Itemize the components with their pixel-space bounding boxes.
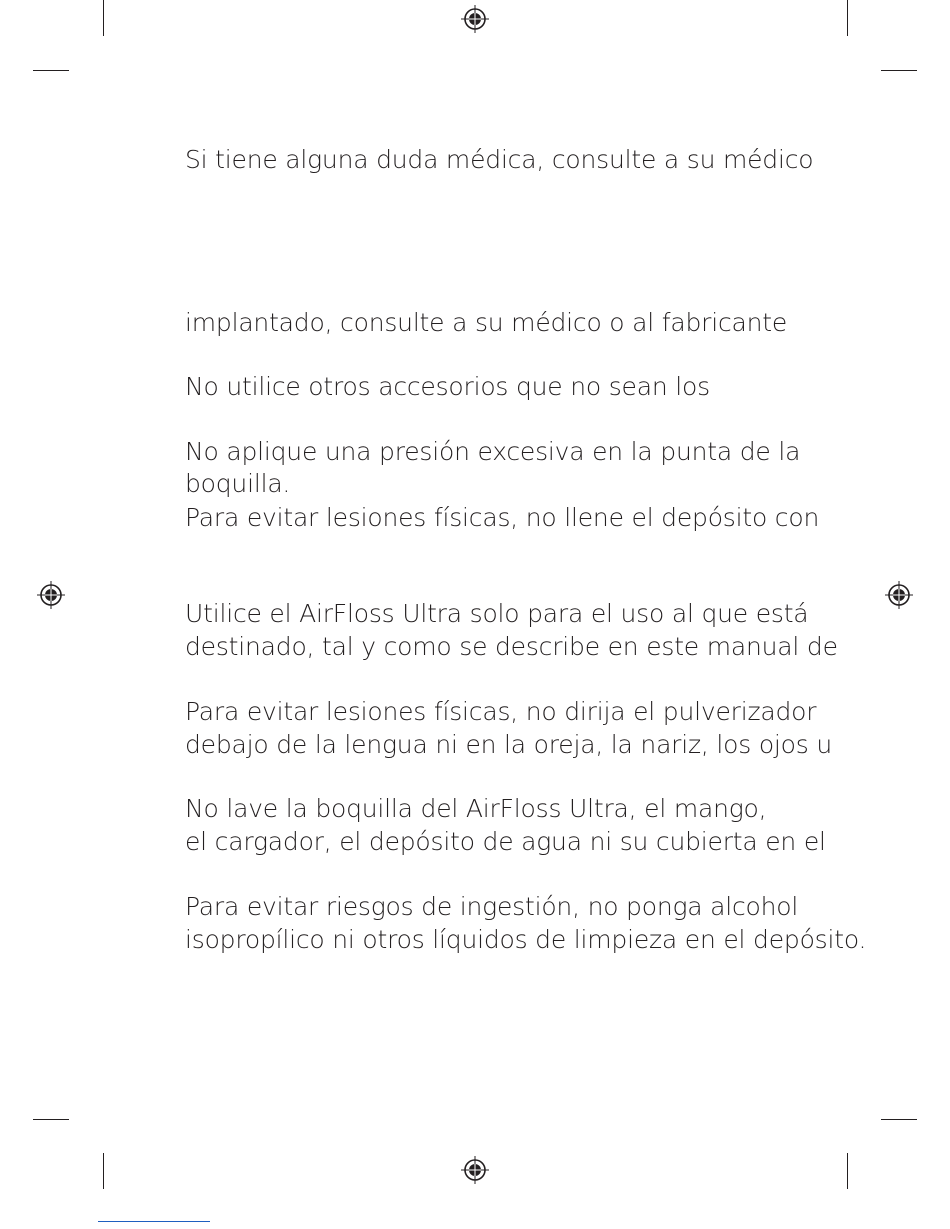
text-line: isopropílico ni otros líquidos de limpieza en el depósito. xyxy=(185,925,867,954)
crop-mark-bottom-left-horizontal xyxy=(33,1119,69,1120)
crop-mark-top-left-vertical xyxy=(103,0,104,36)
crop-mark-bottom-right-horizontal xyxy=(881,1119,917,1120)
text-line: Si tiene alguna duda médica, consulte a su médico xyxy=(185,145,814,174)
text-line: Utilice el AirFloss Ultra solo para el uso al que está xyxy=(185,599,809,628)
text-line: No aplique una presión excesiva en la punta de la xyxy=(185,437,801,466)
bottom-rule xyxy=(98,1221,210,1222)
crop-mark-top-left-horizontal xyxy=(33,70,69,71)
registration-target-icon xyxy=(885,581,913,609)
crop-mark-bottom-right-vertical xyxy=(847,1153,848,1189)
text-line: No utilice otros accesorios que no sean los xyxy=(185,372,710,401)
registration-target-icon xyxy=(37,581,65,609)
text-line: Para evitar lesiones físicas, no dirija el pulverizador xyxy=(185,697,817,726)
text-line: Para evitar lesiones físicas, no llene el depósito con xyxy=(185,503,820,532)
crop-mark-top-right-vertical xyxy=(847,0,848,36)
text-line: No lave la boquilla del AirFloss Ultra, el mango, xyxy=(185,794,767,823)
crop-mark-bottom-left-vertical xyxy=(103,1153,104,1189)
crop-mark-top-right-horizontal xyxy=(881,70,917,71)
registration-target-icon xyxy=(461,1156,489,1184)
text-line: el cargador, el depósito de agua ni su cubierta en el xyxy=(185,827,826,856)
text-line: destinado, tal y como se describe en este manual de xyxy=(185,632,838,661)
text-line: debajo de la lengua ni en la oreja, la nariz, los ojos u xyxy=(185,730,832,759)
text-line: boquilla. xyxy=(185,469,291,498)
text-line: Para evitar riesgos de ingestión, no ponga alcohol xyxy=(185,892,799,921)
text-line: implantado, consulte a su médico o al fabricante xyxy=(185,308,788,337)
registration-target-icon xyxy=(461,5,489,33)
